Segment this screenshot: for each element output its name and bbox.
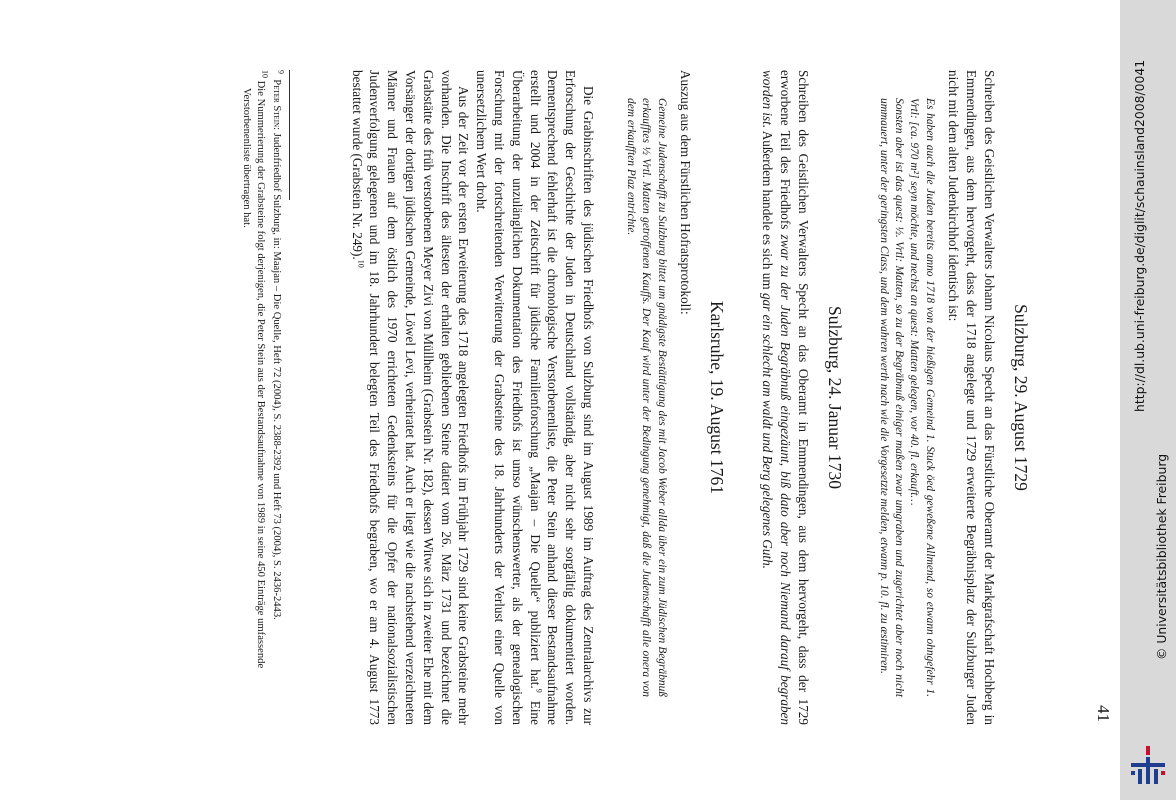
logo-bar bbox=[1131, 763, 1165, 767]
logo-bar bbox=[1146, 746, 1150, 755]
footnote-10-text: Die Nummerierung der Grabsteine folgt derjenigen, die Peter Stein aus der Bestandsaufnahme von 1989 in seine 450 Einträge umfassende Verstorbenenliste übertragen hat. bbox=[241, 80, 267, 669]
quote-1-paragraph-2: Sonsten aber ist das quest: ½. Vrtl: Matten, so zu der Begräbnuß einiger maßen zwar umgraben und zugerichtet aber noch nicht ummauert, unter der geringsten Class, und dem wahren werth nach wie die Vorgesetzte melden, etwann p. 10. fl. zu æstimiren. bbox=[878, 98, 906, 697]
source-url-link[interactable]: http://dl.ub.uni-freiburg.de/diglit/schauinsland2008/0041 bbox=[1132, 59, 1147, 412]
footnote-ref-9: 9 bbox=[534, 688, 543, 693]
logo-bar bbox=[1154, 769, 1158, 784]
section-3-intro: Auszug aus dem Fürstlichen Hofratsprotokoll: bbox=[678, 70, 694, 315]
section-heading-2: Sulzburg, 24. Januar 1730 bbox=[824, 306, 845, 489]
section-heading-1: Sulzburg, 29. August 1729 bbox=[1011, 304, 1031, 491]
section-2-text-c: Außerdem handele es sich um bbox=[760, 128, 776, 293]
page-number: 41 bbox=[1094, 705, 1113, 722]
section-2-text bbox=[758, 70, 811, 725]
body-paragraph-1-b: Eine Überarbeitung der unzulänglichen Dokumentation des Friedhofs ist umso wünschenswerter, als der genealogischen Forschung mit der fortschreitenden Verwitterung der Grabsteine des 18. Jahrhunderts der Verlust einer Quelle von unersetzlichem Wert droht. bbox=[474, 70, 543, 725]
section-1-intro: Schreiben des Geistlichen Verwalters Johann Nicolaus Specht an das Fürstliche Oberamt der Markgrafschaft Hochberg in Emmendingen, aus dem hervorgeht, dass der 1718 angelegte und 1729 erweiterte Begräbnisplatz der Sulzburger Juden nicht mit dem alten Judenkirchhof identisch ist: bbox=[946, 70, 997, 725]
logo-bar bbox=[1161, 771, 1165, 775]
logo-bar bbox=[1138, 769, 1142, 784]
section-2-text-b: zwar zu der Juden Begräbnuß eingezäunt, biß dato aber noch Niemand darauf begraben worden ist. bbox=[760, 70, 793, 725]
page-content bbox=[237, 70, 1066, 725]
section-3-quote bbox=[623, 98, 669, 697]
section-2-text-a: Schreiben des Geistlichen Verwalters Specht an das Oberamt in Emmendingen, aus dem hervorgeht, dass der 1729 erworbene Teil des Friedhofs bbox=[778, 70, 811, 725]
copyright-notice: © Universitätsbibliothek Freiburg bbox=[1154, 453, 1169, 660]
logo-bar bbox=[1131, 771, 1135, 775]
quote-1-paragraph-1: Es haben auch die Juden bereits anno 1718 von der hießigen Gemeind 1. Stuck öed geweßene Allmend, so etwann ohngefehr 1. Vrtl: [ca. 970 m²] seyn möchte, und nechst an quest: Matten gelegen, vor 40. fl. erkauft… bbox=[908, 98, 936, 697]
footnote-9-author: Peter Stein bbox=[270, 79, 282, 128]
footnote-divider bbox=[289, 70, 290, 200]
footnote-9-text: : Judenfriedhof Sulzburg, in: Maajan – Die Quelle, Heft 72 (2004), S. 2388-2392 und Heft 73 (2004), S. 2436-2443. bbox=[270, 127, 282, 620]
library-logo-icon bbox=[1125, 742, 1171, 788]
logo-bar bbox=[1146, 757, 1150, 784]
footnote-9-number: 9 bbox=[276, 70, 286, 74]
footnote-10 bbox=[239, 70, 270, 725]
quote-3-paragraph: Gemeine Judenschafft zu Sulzburg bittet um gnädigste Bestättigung des mit Jacob Weber allda über ein zum Jüdischen Begräbnuß erkaufftes ½ Vrtl. Matten getroffenen Kauffs. Der Kauf wird unter der Bedingung genehmigt, daß die Judenschafft alle onera von dem erkaufften Plaz entrichte. bbox=[625, 98, 668, 697]
body-paragraph-1 bbox=[472, 70, 597, 725]
section-2-text-d: gar ein schlecht am waldt und Berg gelegenes Guth. bbox=[760, 292, 776, 569]
section-1-quote bbox=[876, 98, 937, 697]
body-paragraph-1-a: Die Grabinschriften des jüdischen Friedhofs von Sulzburg sind im August 1989 im Auftrag des Zentralarchivs zur Erforschung der Geschichte der Juden in Deutschland vollständig, aber nicht sehr sorgfältig dokumentiert worden. Dementsprechend fehlerhaft ist die chronologische Verstorbenenliste, die Peter Stein anhand dieser Bestandsaufnahme erstellt und 2004 in der Zeitschrift für jüdische Familienforschung „Maajan – Die Quelle“ publiziert hat. bbox=[527, 70, 596, 725]
footnote-9 bbox=[269, 70, 286, 725]
footnote-ref-10: 10 bbox=[356, 259, 366, 268]
body-paragraph-2 bbox=[348, 70, 473, 725]
body-paragraph-2-text: Aus der Zeit vor der ersten Erweiterung des 1718 angelegten Friedhofs im Frühjahr 1729 sind keine Grabsteine mehr vorhanden. Die Inschrift des ältesten der erhalten gebliebenen Steine datiert vom 26. März 1731 und bezeichnet die Grabstätte des früh verstorbenen Meyer Zivi von Müllheim (Grabstein Nr. 182), dessen Witwe sich in zweiter Ehe mit dem Vorsänger der dortigen jüdischen Gemeinde, Löwel Levi, verheiratet hat. Auch er liegt wie die nachstehend verzeichneten Männer und Frauen auf dem östlich des 1970 errichteten Gedenksteins für die Opfer der nationalsozialistischen Judenverfolgung gelegenen und im 18. Jahrhundert belegten Teil des Friedhofs begraben, wo er am 4. August 1773 bestattet wurde (Grabstein Nr. 249). bbox=[349, 70, 472, 725]
section-heading-3: Karlsruhe, 19. August 1761 bbox=[707, 301, 728, 494]
footnote-10-number: 10 bbox=[260, 70, 270, 78]
